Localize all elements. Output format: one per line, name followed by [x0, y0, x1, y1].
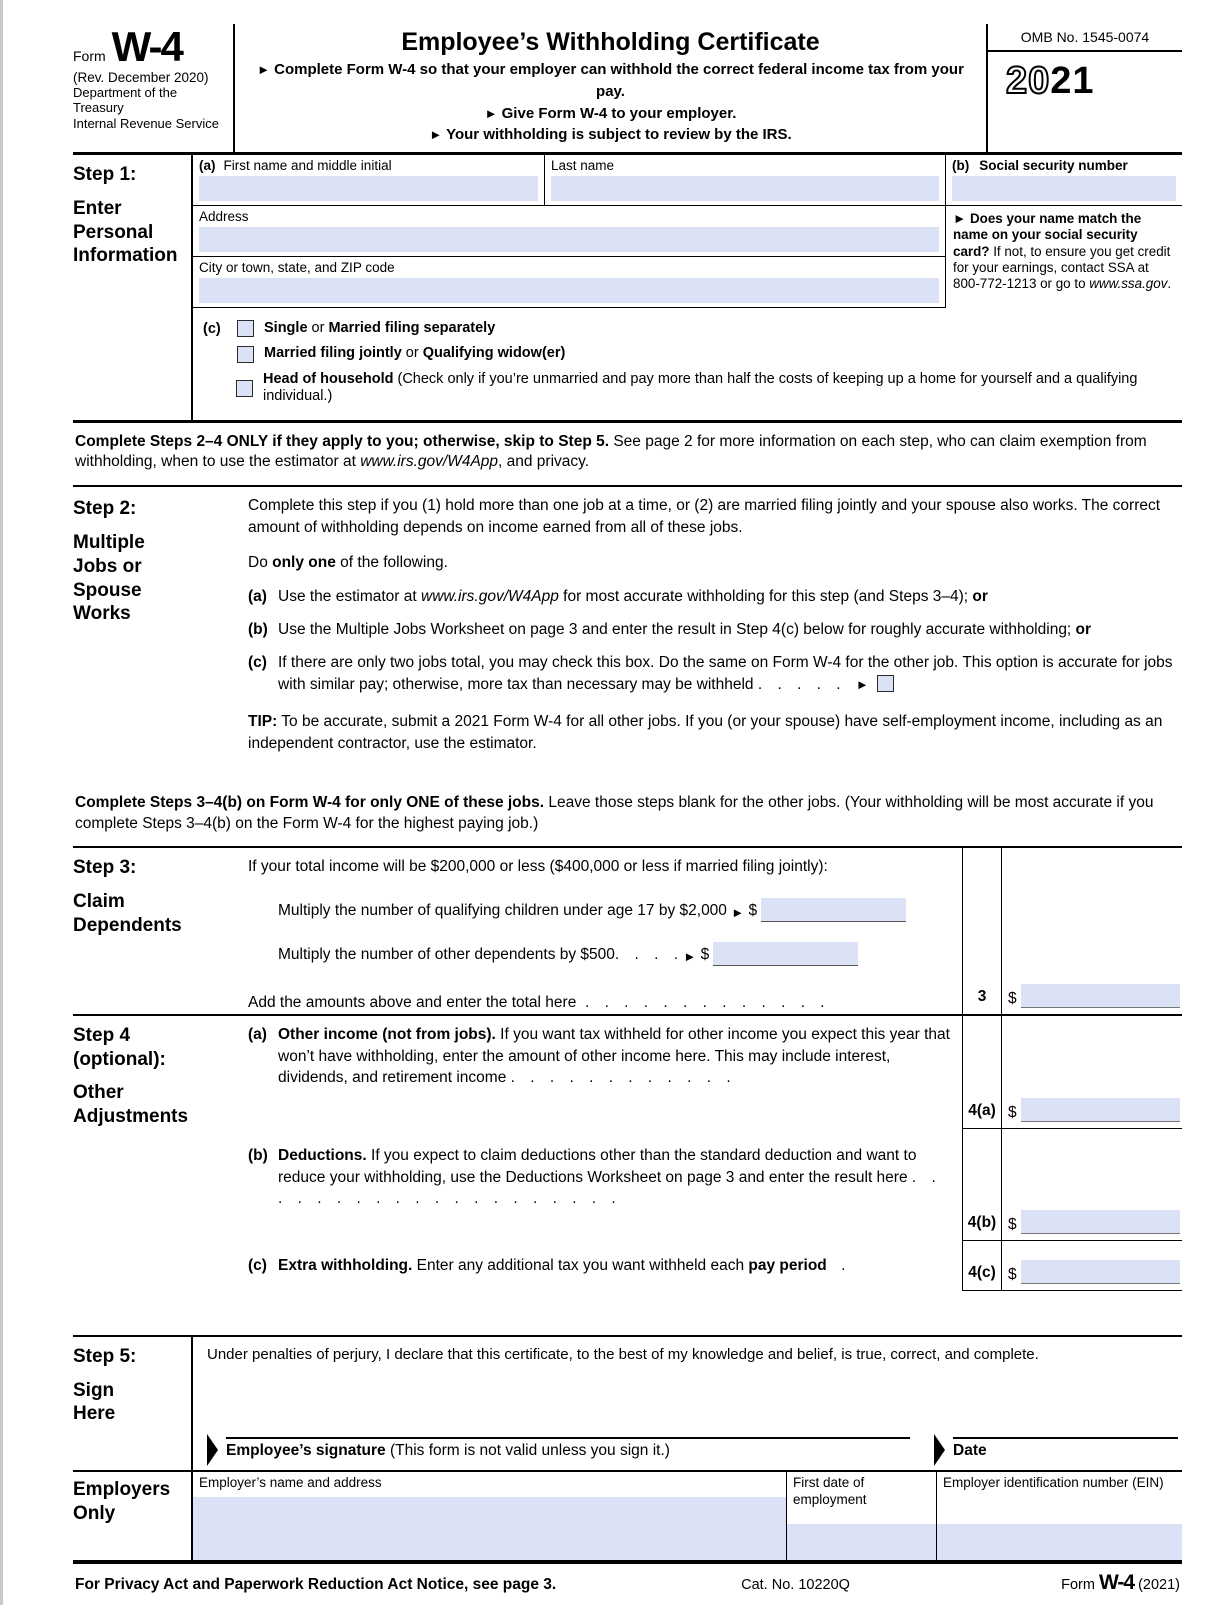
steps24-note-bold: Complete Steps 2–4 ONLY if they apply to you; otherwise, skip to Step 5.: [75, 432, 610, 450]
step2-do-line: [248, 552, 1182, 574]
ssn-label-text: Social security number: [979, 158, 1128, 173]
employers-title: Employers Only: [73, 1478, 171, 1524]
first-name-label: [199, 158, 538, 173]
dependents-amount-input[interactable]: [713, 942, 858, 966]
last-name-cell: [545, 155, 945, 205]
step3-title: Step 3:: [73, 857, 137, 879]
arrow-icon: ►: [731, 904, 745, 920]
step4-label-block: [73, 1016, 248, 1129]
item-a-tag: (a): [248, 588, 267, 606]
item-a-post: for most accurate withholding for this step (and Steps 3–4);: [558, 588, 973, 606]
filing-status-group: [193, 308, 1182, 420]
step2-title: Step 2:: [73, 498, 137, 520]
step4b-content: [248, 1129, 962, 1241]
ein-input[interactable]: [937, 1524, 1182, 1560]
filing-option-head-of-household: [203, 367, 1182, 410]
dollar-sign: $: [1008, 989, 1017, 1007]
w4app-link: www.irs.gov/W4App: [360, 453, 499, 471]
last-name-label: [551, 158, 939, 173]
item-b-tag: (b): [248, 621, 268, 639]
married-jointly-bold: Married filing jointly: [264, 345, 402, 362]
item-a-tag: (a): [248, 1025, 267, 1043]
ssn-column: [945, 155, 1182, 308]
employer-name-cell: [193, 1472, 786, 1560]
step1-fields-area: [191, 155, 1182, 420]
first-name-label-text: First name and middle initial: [223, 158, 392, 173]
item-c-tag: (c): [248, 1256, 267, 1274]
head-of-household-rest: (Check only if you’re unmarried and pay more than half the costs of keeping up a home for yourself and a qualifying individual.): [262, 370, 1138, 405]
married-jointly-or: or: [401, 345, 423, 362]
item-a-text: [278, 1024, 950, 1089]
address-label-text: Address: [199, 209, 249, 224]
item-a-pre: Use the estimator at: [278, 588, 422, 606]
do-bold: only one: [272, 553, 336, 571]
header-bullet-3-text: Your withholding is subject to review by the IRS.: [446, 126, 792, 144]
arrow-icon: ►: [429, 127, 443, 143]
city-row: [193, 257, 945, 308]
dollar-sign: $: [748, 902, 758, 920]
ssn-input[interactable]: [952, 176, 1176, 201]
step1-section: [73, 155, 1182, 423]
step2-item-b: [248, 619, 1182, 641]
header-bullet-2: [243, 103, 978, 125]
head-of-household-label: [263, 371, 1182, 406]
step3-dependents-line: [278, 942, 950, 966]
ein-cell: [936, 1472, 1182, 1560]
form-word: Form: [73, 48, 106, 64]
header-bullet-1-text: Complete Form W-4 so that your employer can withhold the correct federal income tax from your pay.: [274, 61, 964, 100]
other-income-text: If you want tax withheld for other income you expect this year that won’t have withholding, enter the amount of other income here. This may include interest, dividends, and retirement income: [278, 1025, 950, 1087]
head-of-household-bold: Head of household: [262, 370, 394, 387]
deductions-text: If you expect to claim deductions other than the standard deduction and want to reduce your withholding, use the Deductions Worksheet on page 3 and enter the result here: [278, 1146, 917, 1186]
dot-leader: . . . . . . . . . . . . . . . . . . . .: [278, 1168, 937, 1208]
step2-section: [73, 487, 1182, 783]
two-jobs-checkbox[interactable]: [877, 675, 894, 692]
tip-bold: TIP:: [248, 713, 278, 731]
omb-year-block: [986, 24, 1182, 152]
last-name-label-text: Last name: [551, 158, 615, 173]
step4-item-c: [248, 1255, 950, 1277]
form-footer-year: (2021): [1134, 1576, 1180, 1593]
form-title-block: [233, 24, 986, 152]
steps24-note: [73, 423, 1182, 488]
w4app-link: www.irs.gov/W4App: [421, 588, 559, 606]
first-name-tag: (a): [199, 158, 216, 173]
step4-subtitle: Other Adjustments: [73, 1082, 189, 1128]
item-c-text: [278, 652, 1182, 695]
line4c-amount-input[interactable]: [1021, 1260, 1180, 1284]
first-name-input[interactable]: [199, 176, 538, 201]
step4c-content: [248, 1241, 962, 1291]
step5-title: Step 5:: [73, 1345, 137, 1367]
form-title: Employee’s Withholding Certificate: [401, 28, 820, 56]
city-cell: [193, 257, 945, 307]
step3-subtitle: Claim Dependents: [73, 891, 182, 936]
arrow-icon: ►: [855, 676, 869, 692]
step4-item-a: [248, 1024, 950, 1089]
form-footer-id: [1061, 1571, 1180, 1595]
dollar-sign: $: [1008, 1265, 1017, 1283]
ssn-label: [952, 158, 1176, 173]
tax-year: [988, 52, 1182, 103]
married-separately-bold: Married filing separately: [328, 320, 496, 336]
ssa-note: [946, 206, 1182, 297]
step4c-left-spacer: [73, 1241, 248, 1291]
employers-body: [191, 1472, 1182, 1560]
step4b-row: [73, 1129, 1182, 1241]
dependents-text: Multiply the number of other dependents by $500: [278, 946, 615, 964]
signature-input[interactable]: [226, 1409, 910, 1439]
line4a-amount-cell: [1002, 1016, 1182, 1129]
line4b-number: 4(b): [962, 1129, 1002, 1241]
header-bullet-3: [243, 124, 978, 146]
form-header: [73, 24, 1182, 155]
city-label: [199, 260, 939, 275]
married-jointly-checkbox[interactable]: [237, 346, 254, 363]
married-jointly-label: [264, 345, 565, 362]
step4c-row: [73, 1241, 1182, 1291]
filing-option-single: [203, 316, 1182, 341]
line3-amount-input[interactable]: [1021, 984, 1180, 1008]
dot-leader: . . . . . . . . . . . . .: [584, 994, 826, 1012]
step4a-row: [73, 1016, 1182, 1129]
item-b-text: [278, 1145, 950, 1210]
date-label: Date: [953, 1441, 987, 1459]
dollar-sign: $: [1008, 1215, 1017, 1233]
signature-label: [226, 1439, 910, 1460]
item-a-text: [278, 586, 1182, 608]
form-revision: (Rev. December 2020): [73, 69, 209, 85]
other-income-bold: Other income (not from jobs).: [278, 1025, 496, 1043]
arrow-icon: ►: [484, 105, 498, 121]
line4a-number: 4(a): [962, 1016, 1002, 1129]
line4c-number: 4(c): [962, 1241, 1002, 1291]
steps34-note-rest: Leave those steps blank for the other jobs. (Your withholding will be most accurate if you complete Steps 3–4(b) on the Form W-4 for the highest paying job.): [75, 793, 1154, 832]
step1-title: Step 1:: [73, 164, 137, 185]
city-input[interactable]: [199, 278, 939, 303]
ssn-cell: [946, 155, 1182, 206]
name-row: [193, 155, 945, 206]
total-text: Add the amounts above and enter the total here: [248, 994, 577, 1012]
line4b-amount-input[interactable]: [1021, 1210, 1180, 1234]
ssa-note-bold: Does your name match the name on your social security card?: [953, 211, 1142, 259]
step4a-content: [248, 1016, 962, 1129]
header-bullet-2-text: Give Form W-4 to your employer.: [501, 104, 737, 122]
steps34-note-bold: Complete Steps 3–4(b) on Form W-4 for only ONE of these jobs.: [75, 793, 545, 811]
address-row: [193, 206, 945, 257]
qualifying-widow-bold: Qualifying widow(er): [422, 345, 566, 362]
employer-name-label: Employer’s name and address: [199, 1474, 382, 1490]
employers-label-block: [73, 1472, 191, 1560]
item-b-tag: (b): [248, 1146, 268, 1164]
children-amount-input[interactable]: [761, 898, 906, 922]
deductions-bold: Deductions.: [278, 1146, 367, 1164]
step2-item-a: [248, 586, 1182, 608]
single-bold: Single: [264, 320, 308, 336]
dot-leader: .: [826, 1256, 847, 1274]
department-line-1: Department of the Treasury: [73, 84, 178, 116]
arrow-icon: ►: [683, 948, 697, 964]
step1-subtitle: Enter Personal Information: [73, 197, 178, 267]
steps24-note-rest1: See page 2 for more information on each step, who can claim exemption from withholding, when to use the estimator at: [75, 432, 1147, 471]
step2-paragraph: Complete this step if you (1) hold more than one job at a time, or (2) are married filing jointly and your spouse also works. The correct amount of withholding depends on income earned from all of these jobs.: [248, 497, 1161, 537]
item-a-or: or: [972, 588, 988, 606]
line3-number: 3: [962, 848, 1002, 1013]
step5-section: [73, 1335, 1182, 1472]
dollar-sign: $: [1008, 1103, 1017, 1121]
form-footer-number: W-4: [1098, 1570, 1135, 1594]
dot-leader: . . . .: [614, 946, 680, 964]
signature-label-bold: Employee’s signature: [226, 1441, 386, 1459]
dollar-sign: $: [700, 946, 710, 964]
form-footer-pre: Form: [1061, 1576, 1099, 1593]
step3-intro: If your total income will be $200,000 or less ($400,000 or less if married filing jointly):: [248, 858, 828, 876]
pay-period-bold: pay period: [748, 1256, 827, 1274]
item-c-tag: (c): [248, 653, 267, 671]
address-input[interactable]: [199, 227, 939, 252]
item-b-main: Use the Multiple Jobs Worksheet on page 3 and enter the result in Step 4(c) below for roughly accurate withholding;: [278, 621, 1076, 639]
item-c-main: If there are only two jobs total, you may check this box. Do the same on Form W-4 for the other job. This option is accurate for jobs with similar pay; otherwise, more tax than necessary may be withheld: [278, 653, 1173, 693]
arrow-icon: ►: [257, 62, 270, 77]
privacy-notice: For Privacy Act and Paperwork Reduction Act Notice, see page 3.: [75, 1575, 557, 1593]
step5-body: [191, 1337, 1182, 1470]
line4c-amount-cell: [1002, 1241, 1182, 1291]
step1-label-block: [73, 155, 191, 420]
tax-year-outline: 20: [1006, 60, 1051, 102]
signature-arrow-icon: [207, 1434, 218, 1466]
step4-bottom-spacer: [73, 1291, 1182, 1335]
form-id-block: [73, 24, 233, 152]
do-pre: Do: [248, 553, 273, 571]
city-label-text: City or town, state, and ZIP code: [199, 260, 395, 275]
omb-number: OMB No. 1545-0074: [988, 24, 1182, 52]
last-name-input[interactable]: [551, 176, 939, 201]
ssa-note-rest: If not, to ensure you get credit for your earnings, contact SSA at 800-772-1213 or go to: [953, 243, 1171, 292]
step5-subtitle: Sign Here: [73, 1379, 116, 1425]
line4a-amount-input[interactable]: [1021, 1098, 1180, 1122]
item-b-text: [278, 619, 1182, 641]
step4b-left-spacer: [73, 1129, 248, 1241]
date-block: [953, 1409, 1178, 1460]
department-line-2: Internal Revenue Service: [73, 115, 219, 131]
ssa-gov-link: www.ssa.gov: [1089, 276, 1168, 292]
step3-children-line: [278, 898, 950, 922]
dot-leader: . . . . . . . . . . . .: [510, 1069, 732, 1087]
step3-section: [73, 848, 1182, 1015]
ssa-note-end: .: [1167, 276, 1172, 292]
step3-total-line: [248, 992, 950, 1014]
extra-withholding-bold: Extra withholding.: [278, 1256, 413, 1274]
step4-item-b: [248, 1145, 950, 1210]
ssn-tag: (b): [952, 158, 970, 173]
employers-only-section: [73, 1472, 1182, 1564]
step3-label-block: [73, 848, 248, 1013]
perjury-declaration: Under penalties of perjury, I declare that this certificate, to the best of my knowledge and belief, is true, correct, and complete.: [207, 1345, 1039, 1363]
head-of-household-checkbox[interactable]: [236, 380, 253, 397]
signature-row: [207, 1409, 1178, 1460]
filing-option-married-jointly: [203, 341, 1182, 366]
first-employment-date-cell: [786, 1472, 936, 1560]
first-employment-date-label: First date of employment: [793, 1474, 867, 1507]
address-cell: [193, 206, 945, 256]
step2-subtitle: Multiple Jobs or Spouse Works: [73, 532, 145, 625]
do-post: of the following.: [335, 553, 448, 571]
single-checkbox[interactable]: [237, 320, 254, 337]
step4-title: Step 4 (optional):: [73, 1024, 166, 1070]
form-number: W-4: [111, 23, 182, 70]
first-name-cell: [193, 155, 545, 205]
single-label: [264, 320, 495, 337]
date-arrow-icon: [934, 1434, 945, 1466]
arrow-icon: ►: [953, 211, 967, 226]
header-bullet-1: [243, 59, 978, 103]
signature-label-rest: (This form is not valid unless you sign it.): [385, 1441, 670, 1459]
signature-block: [226, 1409, 910, 1460]
steps24-note-rest2: , and privacy.: [498, 453, 590, 471]
filing-tag: (c): [203, 320, 221, 337]
children-text: Multiply the number of qualifying children under age 17 by $2,000: [278, 902, 727, 920]
step5-label-block: [73, 1337, 191, 1470]
dot-leader: . . . . .: [757, 675, 856, 693]
tax-year-bold: 21: [1050, 60, 1095, 102]
step2-tip: [248, 711, 1182, 754]
step3-content: [248, 848, 962, 1013]
steps34-note: [73, 784, 1182, 849]
step2-label-block: [73, 495, 248, 767]
catalog-number: Cat. No. 10220Q: [741, 1576, 850, 1593]
page-footer: [73, 1564, 1182, 1599]
ein-label: Employer identification number (EIN): [943, 1474, 1164, 1490]
date-input[interactable]: [953, 1409, 1178, 1439]
single-or: or: [307, 320, 329, 336]
extra-withholding-text: Enter any additional tax you want withheld each: [412, 1256, 749, 1274]
item-c-text: [278, 1255, 950, 1277]
item-b-or: or: [1075, 621, 1092, 639]
line4b-amount-cell: [1002, 1129, 1182, 1241]
address-label: [199, 209, 939, 224]
employer-name-input[interactable]: [193, 1497, 786, 1560]
step2-content: [248, 495, 1182, 767]
step2-item-c: [248, 652, 1182, 695]
first-employment-date-input[interactable]: [787, 1524, 936, 1560]
tip-text: To be accurate, submit a 2021 Form W-4 for all other jobs. If you (or your spouse) have self-employment income, including as an independent contractor, use the estimator.: [248, 713, 1163, 752]
line3-amount-cell: [1002, 848, 1182, 1013]
